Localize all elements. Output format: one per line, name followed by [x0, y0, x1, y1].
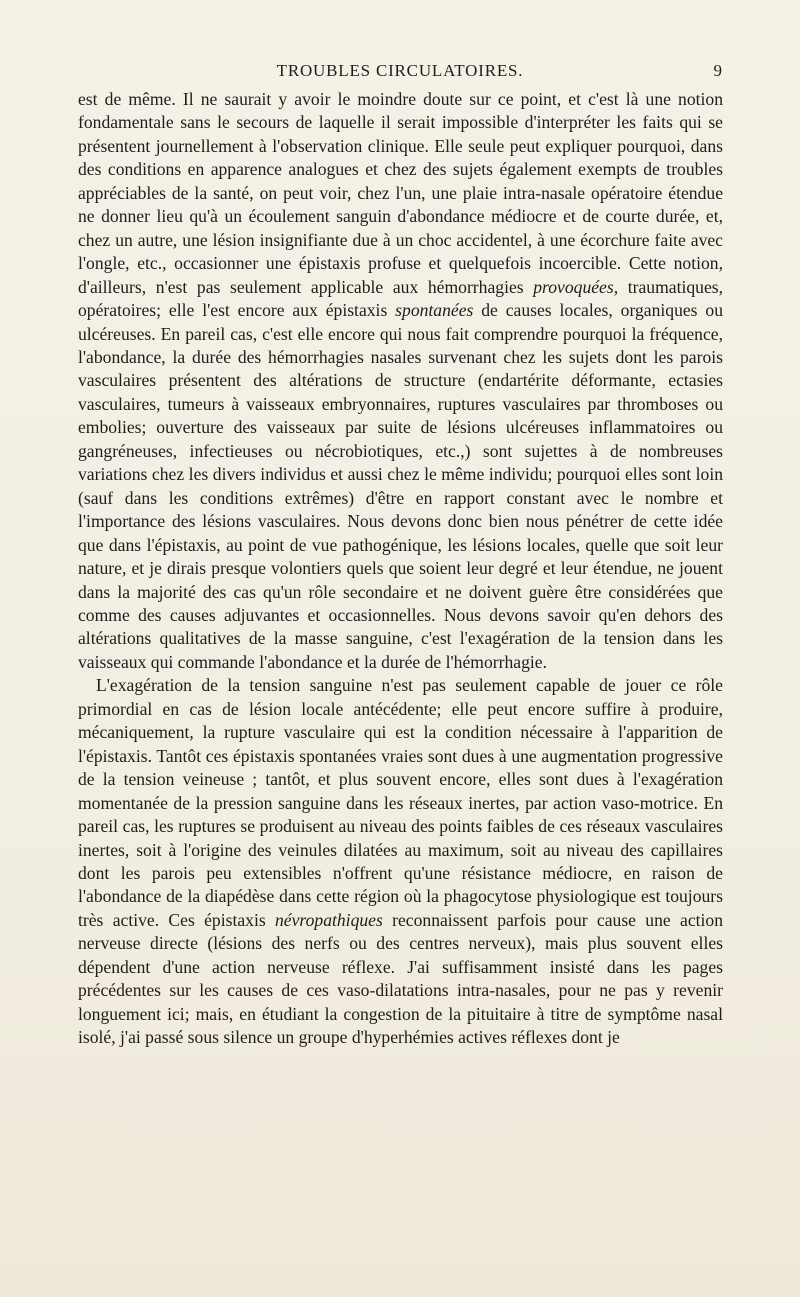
paragraph-1-text-a: est de même. Il ne saurait y avoir le moindre doute sur ce point, et c'est là une notion fondamentale sans le secours de laquelle il serait impossible d'interpréter les faits qui se présentent journellement à l'observation clinique. Elle seule peut expliquer pourquoi, dans des conditions en apparence analogues et chez des sujets également exempts de troubles appréciables de la santé, on peut voir, chez l'un, une plaie intra-nasale opératoire étendue ne donner lieu qu'à un écoulement sanguin d'abondance médiocre et de courte durée, et, chez un autre, une lésion insignifiante due à un choc accidentel, à une écorchure faite avec l'ongle, etc., occasionner une épistaxis profuse et quelquefois incoercible. Cette notion, d'ailleurs, n'est pas seulement applicable aux hémorrhagies — [78, 89, 723, 297]
page-header — [78, 61, 722, 83]
paragraph-2 — [78, 674, 723, 1049]
paragraph-2-text-a: L'exagération de la tension sanguine n'est pas seulement capable de jouer ce rôle primordial en cas de lésion locale antécédente; elle peut encore suffire à produire, mécaniquement, la rupture vasculaire qui est la condition nécessaire à l'apparition de l'épistaxis. Tantôt ces épistaxis spontanées vraies sont dues à une augmentation progressive de la tension veineuse ; tantôt, et plus souvent encore, elles sont dues à l'exagération momentanée de la pression sanguine dans les réseaux inertes, par action vaso-motrice. En pareil cas, les ruptures se produisent au niveau des points faibles de ces réseaux vasculaires inertes, soit à l'origine des veinules dilatées au maximum, soit au niveau des capillaires dont les parois peu extensibles n'offrent qu'une résistance médiocre, en raison de l'abondance de la diapédèse dans cette région où la phagocytose physiologique est toujours très active. Ces épistaxis — [78, 675, 723, 930]
italic-provoquees: provoquées, — [533, 276, 619, 297]
paragraph-2-text-b: reconnaissent parfois pour cause une action nerveuse directe (lésions des nerfs ou des centres nerveux), mais plus souvent elles dépendent d'une action nerveuse réflexe. J'ai suffisamment insisté dans les pages précédentes sur les causes de ces vaso-dilatations intra-nasales, pour ne pas y revenir longuement ici; mais, en étudiant la congestion de la pituitaire à titre de symptôme nasal isolé, j'ai passé sous silence un groupe d'hyperhémies actives réflexes dont je — [78, 909, 723, 1048]
italic-nevropathiques: névropathiques — [275, 909, 383, 930]
body-text — [78, 88, 723, 1050]
running-title: TROUBLES CIRCULATOIRES. — [276, 61, 524, 80]
paragraph-1-text-b: traumatiques, opératoires; elle l'est encore aux épistaxis — [78, 276, 724, 321]
page-number: 9 — [713, 61, 722, 80]
paragraph-1-text-c: de causes locales, organiques ou ulcéreuses. En pareil cas, c'est elle encore qui nous fait comprendre pourquoi la fréquence, l'abondance, la durée des hémorrhagies nasales survenant chez les sujets dont les parois vasculaires présentent des altérations de structure (endartérite déformante, ectasies vasculaires, tumeurs à vaisseaux embryonnaires, ruptures vasculaires par thromboses ou embolies; ouverture des vaisseaux par suite de lésions ulcéreuses inflammatoires ou gangréneuses, infectieuses ou nécrobiotiques, etc.,) sont sujettes à de nombreuses variations chez les divers individus et aussi chez le même individu; pourquoi elles sont loin (sauf dans les conditions extrêmes) d'être en rapport constant avec le nombre et l'importance des lésions vasculaires. Nous devons donc bien nous pénétrer de cette idée que dans l'épistaxis, au point de vue pathogénique, les lésions locales, quelle que soit leur nature, et je dirais presque volontiers quels que soient leur degré et leur étendue, ne jouent dans la majorité des cas qu'un rôle secondaire et ne doivent guère être considérées que comme des causes adjuvantes et occasionnelles. Nous devons savoir qu'en dehors des altérations qualitatives de la masse sanguine, c'est l'exagération de la tension dans les vaisseaux qui commande l'abondance et la durée de l'hémorrhagie. — [78, 300, 723, 672]
paragraph-1 — [78, 88, 723, 674]
italic-spontanees: spontanées — [395, 300, 474, 321]
